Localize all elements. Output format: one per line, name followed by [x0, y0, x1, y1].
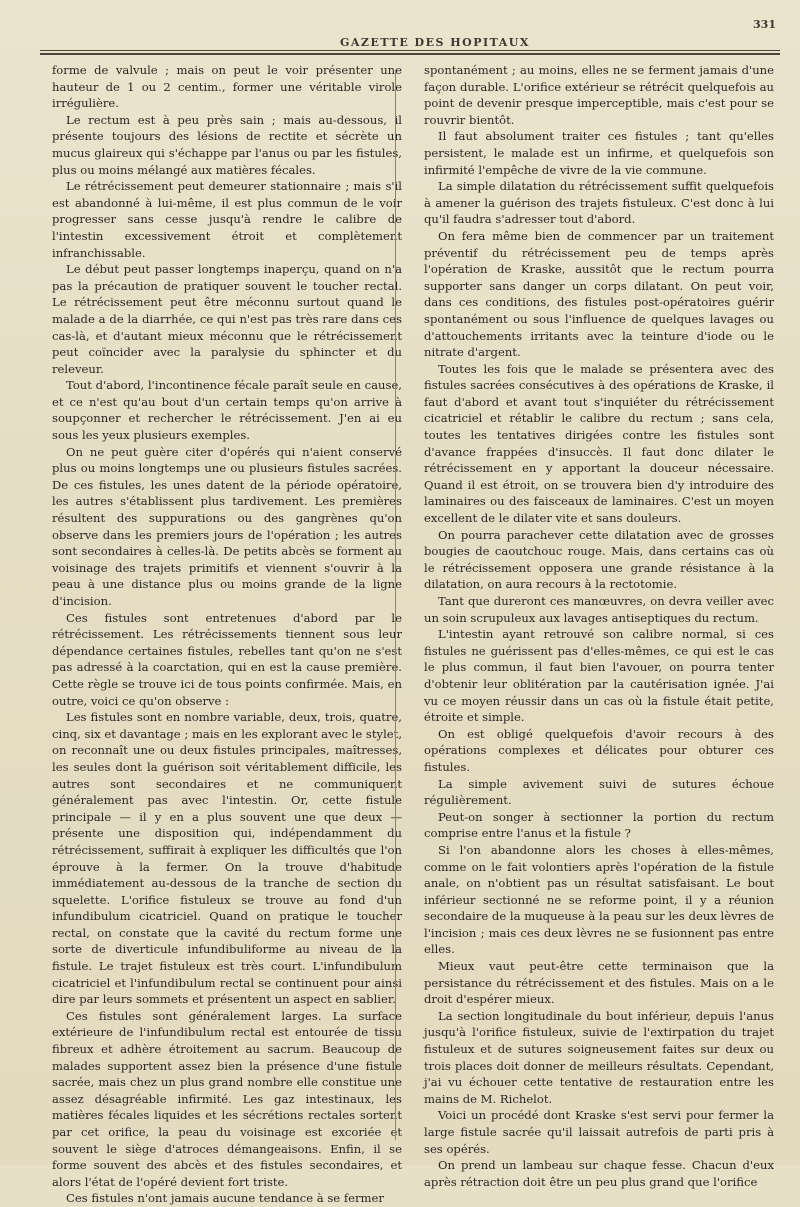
paragraph: forme de valvule ; mais on peut le voir présenter une hauteur de 1 ou 2 centim., former une véritable virole irrégulière.	[52, 63, 402, 111]
paragraph: Toutes les fois que le malade se présentera avec des fistules sacrées consécutives à des opérations de Kraske, il faut d'abord et avant tout s'inquiéter du rétrécissement cicatriciel et rétablir le calibre du rectum ; sans cela, toutes les tentatives dirigées contre les fistules sont d'avance frappées d'insuccès. Il faut donc dilater le rétrécissement en y apportant la douceur nécessaire. Quand il est étroit, on se trouvera bien d'y introduire des laminaires ou des faisceaux de laminaires. C'est un moyen excellent de le dilater vite et sans douleurs.	[424, 361, 774, 526]
paragraph: Tout d'abord, l'incontinence fécale paraît seule en cause, et ce n'est qu'au bout d'un certain temps qu'on arrive à soupçonner et rechercher le rétrécissement. J'en ai eu sous les yeux plusieurs exemples.	[52, 378, 402, 443]
paragraph: Le rétrécissement peut demeurer stationnaire ; mais s'il est abandonné à lui-même, il est plus commun de le voir progresser sans cesse jusqu'à rendre le calibre de l'intestin excessivement étroit et complètement infranchissable.	[52, 179, 402, 260]
page-header	[40, 14, 780, 64]
paragraph: La section longitudinale du bout inférieur, depuis l'anus jusqu'à l'orifice fistuleux, suivie de l'extirpation du trajet fistuleux et de sutures soigneusement faites sur deux ou trois places doit donner de meilleurs résultats. Cependant, j'ai vu échouer cette tentative de restauration entre les mains de M. Richelot.	[424, 1008, 774, 1106]
paragraph: Ces fistules n'ont jamais aucune tendance à se fermer	[66, 1191, 384, 1206]
paragraph: Voici un procédé dont Kraske s'est servi pour fermer la large fistule sacrée qu'il laissait autrefois de parti pris à ses opérés.	[424, 1108, 774, 1156]
paragraph: La simple dilatation du rétrécissement suffit quelquefois à amener la guérison des trajets fistuleux. C'est donc à lui qu'il faudra s'adresser tout d'abord.	[424, 179, 774, 227]
paragraph: spontanément ; au moins, elles ne se ferment jamais d'une façon durable. L'orifice extérieur se rétrécit quelquefois au point de devenir presque imperceptible, mais c'est pour se rouvrir bientôt.	[424, 63, 774, 127]
paragraph: Mieux vaut peut-être cette terminaison que la persistance du rétrécissement et des fistules. Mais on a le droit d'espérer mieux.	[424, 959, 774, 1007]
paragraph: Ces fistules sont entretenues d'abord par le rétrécissement. Les rétrécissements tiennent sous leur dépendance certaines fistules, rebelles tant qu'on ne s'est pas adressé à la coarctation, qui en est la cause première. Cette règle se trouve ici de tous points confirmée. Mais, en outre, voici ce qu'on observe :	[52, 610, 402, 708]
paragraph: Il faut absolument traiter ces fistules ; tant qu'elles persistent, le malade est un infirme, et quelquefois son infirmité l'empêche de vivre de la vie commune.	[424, 129, 774, 177]
paragraph: On prend un lambeau sur chaque fesse. Chacun d'eux après rétraction doit être un peu plus grand que l'orifice	[424, 1158, 774, 1189]
paragraph: Peut-on songer à sectionner la portion du rectum comprise entre l'anus et la fistule ?	[424, 809, 774, 841]
column-divider	[395, 70, 396, 1140]
paragraph: Les fistules sont en nombre variable, deux, trois, quatre, cinq, six et davantage ; mais en les explorant avec le stylet, on reconnaît une ou deux fistules principales, maîtresses, les seules dont la guérison soit véritablement difficile, les autres sont secondaires et ne communiquent généralement pas avec l'intestin. Or, cette fistule principale — il y en a plus souvent une que deux — présente une disposition qui, indépendamment du rétrécissement, suffirait à expliquer les difficultés que l'on éprouve à la fermer. On la trouve d'habitude immédiatement au-dessous de la tranche de section du squelette. L'orifice fistuleux se trouve au fond d'un infundibulum cicatriciel. Quand on pratique le toucher rectal, on constate que la cavité du rectum forme une sorte de diverticule infundibuliforme au niveau de la fistule. Le trajet fistuleux est très court. L'infundibulum cicatriciel et l'infundibulum rectal se continuent pour ainsi dire par leurs sommets et présentent un aspect en sablier.	[52, 710, 403, 1007]
paragraph: On ne peut guère citer d'opérés qui n'aient conservé plus ou moins longtemps une ou plusieurs fistules sacrées. De ces fistules, les unes datent de la période opératoire, les autres s'établissent plus tardivement. Les premières résultent des suppurations ou des gangrènes qu'on observe dans les premiers jours de l'opération ; les autres sont secondaires à celles-là. De petits abcès se forment au voisinage des trajets primitifs et viennent s'ouvrir à la peau à une distance plus ou moins grande de la ligne d'incision.	[52, 444, 402, 608]
paragraph: Ces fistules sont généralement larges. La surface extérieure de l'infundibulum rectal est entourée de tissu fibreux et adhère étroitement au sacrum. Beaucoup de malades supportent assez bien la présence d'une fistule sacrée, mais chez un plus grand nombre elle constitue une assez désagréable infirmité. Les gaz intestinaux, les matières fécales liquides et les sécrétions rectales sortent par cet orifice, la peau du voisinage est excoriée et souvent le siège d'atroces démangeaisons. Enfin, il se forme souvent des abcès et des fistules secondaires, et alors l'état de l'opéré devient fort triste.	[52, 1008, 402, 1189]
running-title: GAZETTE DES HOPITAUX	[340, 36, 530, 49]
paragraph: La simple avivement suivi de sutures échoue régulièrement.	[424, 776, 774, 808]
text-columns	[52, 62, 774, 1206]
paragraph: Le début peut passer longtemps inaperçu, quand on n'a pas la précaution de pratiquer souvent le toucher rectal. Le rétrécissement peut être méconnu surtout quand le malade a de la diarrhée, ce qui n'est pas très rare dans ces cas-là, et d'autant mieux méconnu que le rétrécissement peut coïncider avec la paralysie du sphincter et du releveur.	[52, 262, 402, 376]
paragraph: Le rectum est à peu près sain ; mais au-dessous, il présente toujours des lésions de rectite et sécrète un mucus glaireux qui s'échappe par l'anus ou par les fistules, plus ou moins mélangé aux matières fécales.	[52, 112, 402, 177]
paragraph: Si l'on abandonne alors les choses à elles-mêmes, comme on le fait volontiers après l'opération de la fistule anale, on n'obtient pas un résultat satisfaisant. Le bout inférieur sectionné ne se reforme point, il y a réunion secondaire de la muqueuse à la peau sur les deux lèvres de l'incision ; mais ces deux lèvres ne se fusionnent pas entre elles.	[424, 842, 774, 957]
paragraph: Tant que dureront ces manœuvres, on devra veiller avec un soin scrupuleux aux lavages antiseptiques du rectum.	[424, 594, 774, 625]
header-double-rule	[40, 53, 780, 55]
header-rule	[40, 50, 780, 51]
left-column	[52, 62, 403, 1206]
paragraph: On est obligé quelquefois d'avoir recours à des opérations complexes et délicates pour obturer ces fistules.	[424, 726, 774, 774]
paragraph: L'intestin ayant retrouvé son calibre normal, si ces fistules ne guérissent pas d'elles-mêmes, ce qui est le cas le plus commun, il faut bien l'avouer, on pourra tenter d'obtenir leur oblitération par la cautérisation ignée. J'ai vu ce moyen réussir dans un cas où la fistule était petite, étroite et simple.	[424, 627, 774, 725]
page-number: 331	[753, 18, 776, 31]
paragraph: On pourra parachever cette dilatation avec de grosses bougies de caoutchouc rouge. Mais, dans certains cas où le rétrécissement opposera une grande résistance à la dilatation, on aura recours à la rectotomie.	[424, 527, 774, 592]
right-column	[424, 62, 774, 1189]
paragraph: On fera même bien de commencer par un traitement préventif du rétrécissement peu de temps après l'opération de Kraske, aussitôt que le rectum pourra supporter sans danger un corps dilatant. On peut voir, dans ces conditions, des fistules post-opératoires guérir spontanément ou sous l'influence de quelques lavages ou d'attouchements irritants avec la teinture d'iode ou le nitrate d'argent.	[424, 228, 774, 360]
